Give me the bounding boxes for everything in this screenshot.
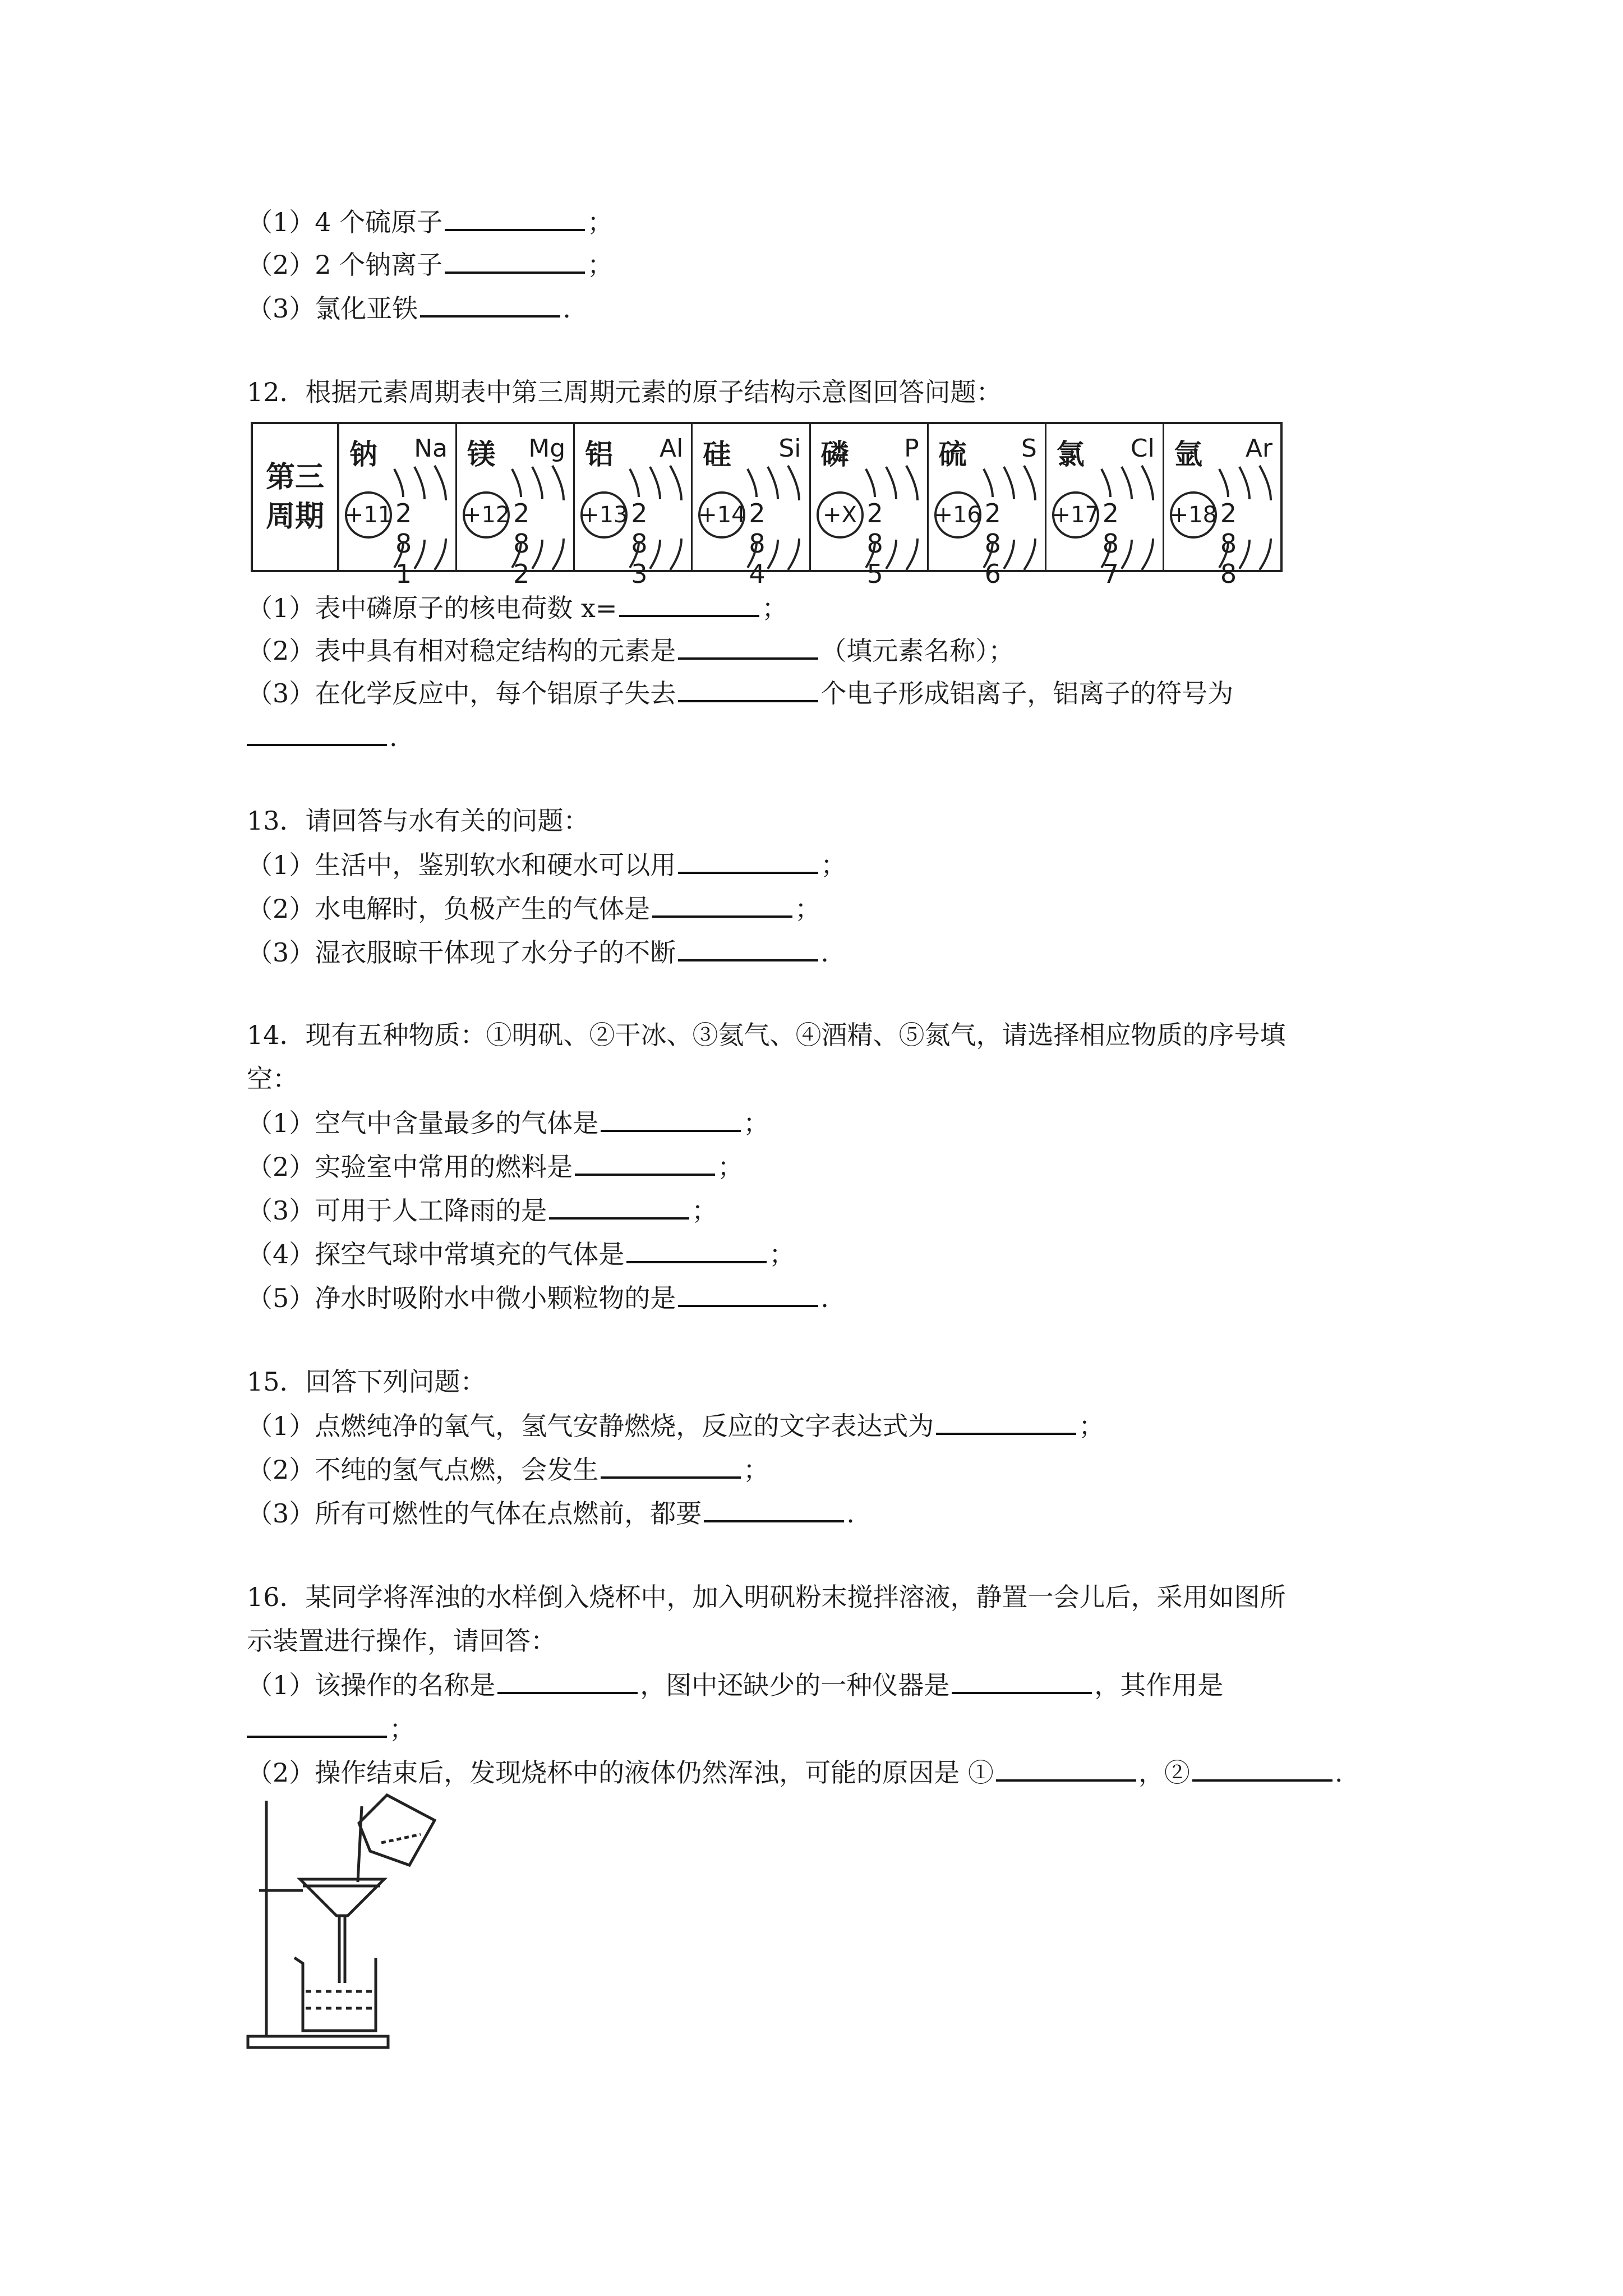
q16-sub-1-c: ，其作用是 <box>1094 1670 1224 1700</box>
answer-blank[interactable] <box>952 1667 1092 1694</box>
iron-stand-icon <box>248 1801 388 2047</box>
q15-item-3 <box>247 1496 855 1531</box>
shell-arcs-icon <box>624 463 691 570</box>
q15-item-2-text: （2）不纯的氢气点燃，会发生 <box>247 1455 599 1485</box>
element-symbol: Cl <box>1130 434 1155 463</box>
element-cell-p <box>811 424 929 589</box>
q14-item-2-text: （2）实验室中常用的燃料是 <box>247 1152 573 1182</box>
punct: . <box>389 722 398 752</box>
q12-sub-3-cont <box>247 719 398 754</box>
q14-item-3 <box>247 1193 717 1228</box>
q13-item-1-text: （1）生活中，鉴别软水和硬水可以用 <box>247 850 676 880</box>
q14-item-3-text: （3）可用于人工降雨的是 <box>247 1195 547 1226</box>
punct: ； <box>717 1152 744 1182</box>
element-cell-na <box>339 424 457 589</box>
q13-item-3-text: （3）湿衣服晾干体现了水分子的不断 <box>247 937 676 968</box>
shell-arcs-icon <box>1214 463 1281 570</box>
electron-shells: 2 8 8 <box>1220 498 1246 589</box>
q16-sub-2-b: ，② <box>1138 1757 1190 1788</box>
element-name: 硅 <box>703 438 731 471</box>
punct: ； <box>743 1455 769 1485</box>
funnel-icon <box>300 1879 384 1983</box>
row-label-1: 第三 <box>265 460 324 494</box>
answer-blank[interactable] <box>678 935 818 961</box>
punct: . <box>562 293 571 324</box>
nucleus-circle: +16 <box>934 491 981 539</box>
nucleus-circle: +13 <box>580 491 628 539</box>
q11-item-2-text: （2）2 个钠离子 <box>247 250 443 280</box>
pouring-beaker-icon <box>359 1795 435 1865</box>
element-cell-al <box>575 424 693 589</box>
glass-rod-icon <box>358 1806 362 1882</box>
answer-blank[interactable] <box>652 891 792 918</box>
answer-blank[interactable] <box>936 1408 1076 1435</box>
punct: ； <box>769 1239 795 1269</box>
q12-sub-1-text: （1）表中磷原子的核电荷数 x= <box>247 593 617 623</box>
element-name: 硫 <box>938 438 967 471</box>
nucleus-circle: +11 <box>345 491 392 539</box>
periodic-table-period-3 <box>251 422 1283 589</box>
nucleus-circle: +12 <box>463 491 510 539</box>
answer-blank[interactable] <box>549 1193 689 1220</box>
electron-shells: 2 8 2 <box>513 498 539 589</box>
answer-blank[interactable] <box>1192 1755 1332 1782</box>
q16-sub-1-b: ，图中还缺少的一种仪器是 <box>640 1670 950 1700</box>
q12-sub-2-text: （2）表中具有相对稳定结构的元素是 <box>247 636 676 666</box>
element-symbol: Na <box>414 434 448 463</box>
punct: ； <box>691 1195 718 1226</box>
electron-shells: 2 8 3 <box>631 498 657 589</box>
shell-arcs-icon <box>1096 463 1163 570</box>
q11-item-1 <box>247 204 613 240</box>
electron-shells: 2 8 5 <box>866 498 892 589</box>
element-cell-si <box>693 424 810 589</box>
answer-blank[interactable] <box>678 633 818 660</box>
answer-blank[interactable] <box>247 719 387 746</box>
q12-sub-1 <box>247 590 787 625</box>
q16-sub-1-a: （1）该操作的名称是 <box>247 1670 496 1700</box>
q12-sub-3-mid: 个电子形成铝离子，铝离子的符号为 <box>820 678 1234 708</box>
punct: ； <box>389 1714 415 1744</box>
q11-item-1-text: （1）4 个硫原子 <box>247 207 443 237</box>
q16-sub-1 <box>247 1667 1223 1703</box>
q13-title: 13．请回答与水有关的问题： <box>247 806 589 836</box>
nucleus-circle: +18 <box>1170 491 1217 539</box>
punct: ； <box>795 894 821 924</box>
element-symbol: Si <box>778 434 801 463</box>
q12-sub-2 <box>247 633 1014 668</box>
row-label-2: 周期 <box>265 499 324 533</box>
shell-arcs-icon <box>389 463 456 570</box>
q13-item-3 <box>247 935 829 970</box>
q12-sub-2-end: （填元素名称）； <box>820 636 1015 666</box>
element-cell-cl <box>1046 424 1164 589</box>
answer-blank[interactable] <box>497 1667 638 1694</box>
element-name: 钠 <box>349 438 377 471</box>
element-cell-ar <box>1164 424 1280 589</box>
answer-blank[interactable] <box>619 590 759 617</box>
q14-item-1 <box>247 1105 769 1140</box>
q12-sub-3 <box>247 675 1233 711</box>
punct: ； <box>820 850 847 880</box>
row-header <box>253 424 339 570</box>
answer-blank[interactable] <box>678 675 818 702</box>
q14-item-5-text: （5）净水时吸附水中微小颗粒物的是 <box>247 1283 676 1313</box>
q16-sub-1-cont <box>247 1711 415 1746</box>
answer-blank[interactable] <box>678 1280 818 1307</box>
element-name: 磷 <box>820 438 849 471</box>
nucleus-circle: +14 <box>698 491 745 539</box>
punct: . <box>820 937 829 968</box>
shell-arcs-icon <box>506 463 574 570</box>
element-cell-s <box>929 424 1046 589</box>
element-symbol: Mg <box>528 434 566 463</box>
q16-title-2: 示装置进行操作，请回答： <box>247 1626 556 1656</box>
q14-item-1-text: （1）空气中含量最多的气体是 <box>247 1108 599 1138</box>
q14-item-2 <box>247 1149 743 1184</box>
punct: ； <box>1078 1411 1105 1441</box>
answer-blank[interactable] <box>601 1452 741 1479</box>
element-name: 镁 <box>467 438 496 471</box>
punct: ； <box>587 207 614 237</box>
q15-item-3-text: （3）所有可燃性的气体在点燃前，都要 <box>247 1498 702 1529</box>
answer-blank[interactable] <box>445 204 585 231</box>
element-symbol: P <box>904 434 919 463</box>
nucleus-circle: +17 <box>1052 491 1099 539</box>
answer-blank[interactable] <box>420 291 560 318</box>
element-name: 氯 <box>1056 438 1085 471</box>
element-symbol: Al <box>660 434 684 463</box>
q15-item-2 <box>247 1452 769 1487</box>
punct: ； <box>762 593 788 623</box>
q11-item-3 <box>247 291 571 326</box>
electron-shells: 2 8 6 <box>984 498 1010 589</box>
shell-arcs-icon <box>742 463 809 570</box>
q13-item-1 <box>247 847 846 882</box>
filtration-apparatus-figure <box>241 1789 477 2053</box>
electron-shells: 2 8 7 <box>1102 498 1128 589</box>
electron-shells: 2 8 1 <box>395 498 421 589</box>
answer-blank[interactable] <box>678 847 818 874</box>
q15-item-1 <box>247 1408 1104 1443</box>
nucleus-circle: +X <box>817 491 864 539</box>
q15-item-1-text: （1）点燃纯净的氧气，氢气安静燃烧，反应的文字表达式为 <box>247 1411 934 1441</box>
q13-item-2 <box>247 891 820 926</box>
electron-shells: 2 8 4 <box>749 498 774 589</box>
element-symbol: S <box>1021 434 1037 463</box>
receiving-beaker-icon <box>294 1958 376 2031</box>
answer-blank[interactable] <box>247 1711 387 1738</box>
element-cell-mg <box>457 424 575 589</box>
answer-blank[interactable] <box>996 1755 1136 1782</box>
q16-sub-2 <box>247 1755 1343 1790</box>
element-symbol: Ar <box>1245 434 1272 463</box>
punct: ； <box>743 1108 769 1138</box>
punct: . <box>820 1283 829 1313</box>
answer-blank[interactable] <box>601 1105 741 1132</box>
q14-title-1: 14．现有五种物质：①明矾、②干冰、③氦气、④酒精、⑤氮气，请选择相应物质的序号填 <box>247 1020 1286 1050</box>
answer-blank[interactable] <box>445 247 585 274</box>
q14-item-5 <box>247 1280 829 1315</box>
q11-item-2 <box>247 247 613 282</box>
shell-arcs-icon <box>978 463 1045 570</box>
answer-blank[interactable] <box>626 1236 767 1263</box>
q12-sub-3-text: （3）在化学反应中，每个铝原子失去 <box>247 678 676 708</box>
q13-item-2-text: （2）水电解时，负极产生的气体是 <box>247 894 651 924</box>
punct: . <box>1334 1757 1343 1788</box>
q12-title: 12．根据元素周期表中第三周期元素的原子结构示意图回答问题： <box>247 377 1002 407</box>
answer-blank[interactable] <box>704 1496 844 1522</box>
q14-title-2: 空： <box>247 1064 298 1094</box>
q14-item-4-text: （4）探空气球中常填充的气体是 <box>247 1239 625 1269</box>
q16-sub-2-a: （2）操作结束后，发现烧杯中的液体仍然浑浊，可能的原因是 ① <box>247 1757 994 1788</box>
q14-item-4 <box>247 1236 795 1272</box>
answer-blank[interactable] <box>575 1149 715 1176</box>
shell-arcs-icon <box>860 463 928 570</box>
element-name: 氩 <box>1174 438 1202 471</box>
punct: . <box>846 1498 855 1529</box>
punct: ； <box>587 250 614 280</box>
q11-item-3-text: （3）氯化亚铁 <box>247 293 418 324</box>
element-name: 铝 <box>585 438 614 471</box>
q15-title: 15．回答下列问题： <box>247 1366 486 1397</box>
q16-title-1: 16．某同学将浑浊的水样倒入烧杯中，加入明矾粉末搅拌溶液，静置一会儿后，采用如图所 <box>247 1582 1286 1612</box>
